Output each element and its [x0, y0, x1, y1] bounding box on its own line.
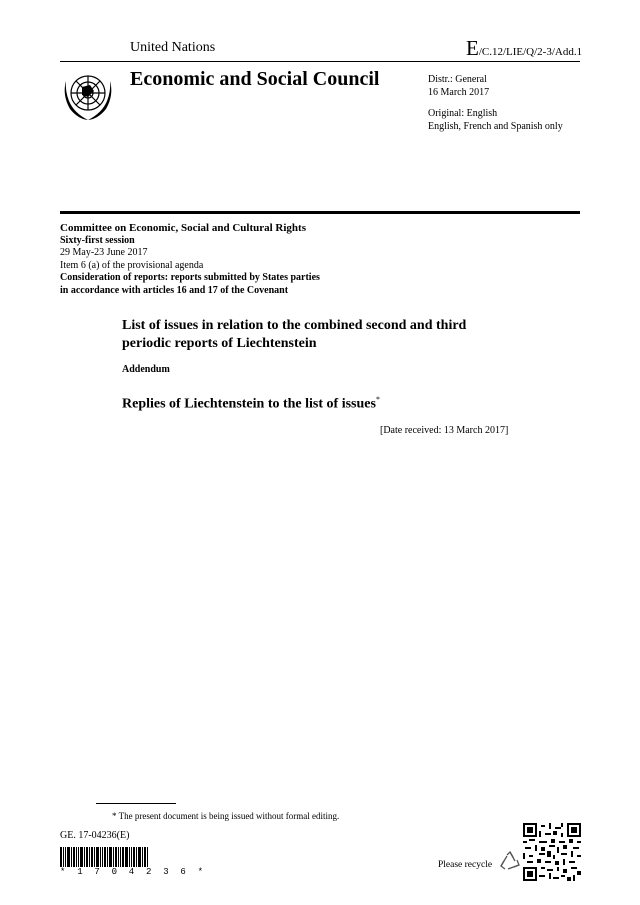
document-title: [122, 317, 542, 353]
footnote-rule: [96, 803, 176, 804]
council-title: Economic and Social Council: [130, 68, 380, 90]
original-language: Original: English: [428, 108, 498, 119]
barcode-number: * 1 7 0 4 2 3 6 *: [60, 867, 207, 877]
session-dates: 29 May-23 June 2017: [60, 247, 148, 258]
recycle-icon: [498, 850, 522, 874]
section-rule: [60, 211, 580, 214]
recycle-text: Please recycle: [438, 860, 493, 870]
title-line-2: periodic reports of Liechtenstein: [122, 336, 317, 351]
agenda-item: Item 6 (a) of the provisional agenda: [60, 259, 204, 271]
languages: English, French and Spanish only: [428, 121, 563, 132]
footnote-mark: *: [375, 395, 380, 404]
title-line-1: List of issues in relation to the combined second and third: [122, 318, 467, 333]
footnote: * The present document is being issued without formal editing.: [112, 811, 340, 821]
date-received: [Date received: 13 March 2017]: [380, 425, 509, 436]
ge-number: GE. 17-04236(E): [60, 830, 130, 841]
symbol-rest: /C.12/LIE/Q/2-3/Add.1: [478, 46, 583, 58]
committee-block: [60, 222, 500, 297]
distribution-block: [428, 73, 563, 133]
header-rule: [60, 61, 580, 62]
symbol-letter: E: [466, 36, 479, 60]
distr-label: Distr.: General: [428, 74, 487, 85]
consideration-line-2: in accordance with articles 16 and 17 of the Covenant: [60, 284, 289, 296]
document-symbol: [466, 36, 582, 61]
replies-heading: [122, 395, 380, 413]
addendum-label: Addendum: [122, 364, 170, 375]
barcode: [60, 847, 162, 867]
distr-date: 16 March 2017: [428, 87, 490, 98]
committee-name: Committee on Economic, Social and Cultural Rights: [60, 222, 306, 234]
consideration-line-1: Consideration of reports: reports submitted by States parties: [60, 272, 320, 283]
org-name: United Nations: [130, 40, 216, 55]
qr-code-icon: [523, 823, 581, 881]
un-emblem-icon: [60, 67, 116, 123]
session: Sixty-first session: [60, 234, 135, 246]
replies-text: Replies of Liechtenstein to the list of issues: [122, 396, 376, 412]
